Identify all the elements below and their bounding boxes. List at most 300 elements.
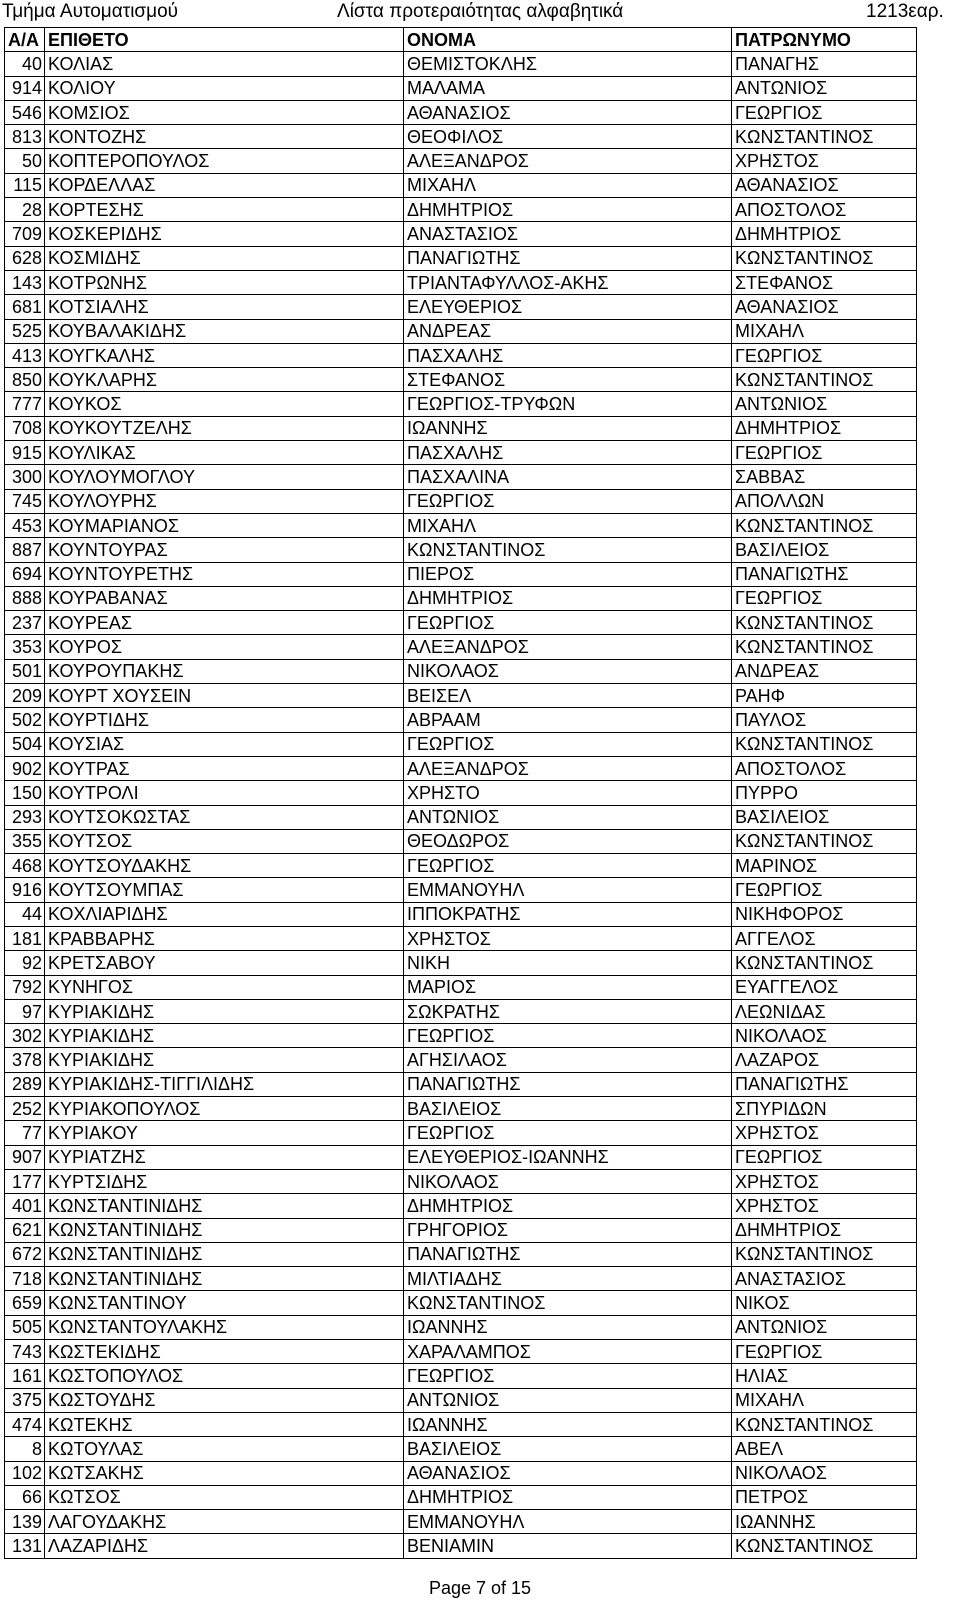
table-row: [5, 149, 917, 173]
cell-name: ΝΙΚΟΛΑΟΣ: [404, 659, 732, 683]
cell-aa: 181: [5, 926, 45, 950]
cell-aa: 709: [5, 222, 45, 246]
cell-aa: 237: [5, 611, 45, 635]
cell-aa: 92: [5, 951, 45, 975]
cell-aa: 915: [5, 441, 45, 465]
table-row: [5, 1218, 917, 1242]
cell-father-name: ΑΝΤΩΝΙΟΣ: [732, 76, 917, 100]
cell-name: ΓΕΩΡΓΙΟΣ: [404, 489, 732, 513]
table-row: [5, 76, 917, 100]
cell-surname: ΚΟΡΔΕΛΛΑΣ: [45, 173, 404, 197]
cell-father-name: ΑΒΕΛ: [732, 1437, 917, 1461]
cell-name: ΔΗΜΗΤΡΙΟΣ: [404, 1485, 732, 1509]
cell-name: ΑΝΑΣΤΑΣΙΟΣ: [404, 222, 732, 246]
cell-name: ΑΛΕΞΑΝΔΡΟΣ: [404, 149, 732, 173]
cell-surname: ΚΟΤΣΙΑΛΗΣ: [45, 295, 404, 319]
table-row: [5, 611, 917, 635]
cell-surname: ΚΩΝΣΤΑΝΤΙΝΙΔΗΣ: [45, 1242, 404, 1266]
table-row: [5, 392, 917, 416]
cell-name: ΚΩΝΣΤΑΝΤΙΝΟΣ: [404, 538, 732, 562]
cell-aa: 718: [5, 1267, 45, 1291]
cell-surname: ΚΥΡΙΑΚΟΥ: [45, 1121, 404, 1145]
cell-aa: 97: [5, 999, 45, 1023]
cell-father-name: ΚΩΝΣΤΑΝΤΙΝΟΣ: [732, 246, 917, 270]
cell-name: ΓΕΩΡΓΙΟΣ: [404, 1364, 732, 1388]
cell-aa: 139: [5, 1510, 45, 1534]
table-row: [5, 465, 917, 489]
cell-name: ΑΝΤΩΝΙΟΣ: [404, 1388, 732, 1412]
cell-father-name: ΒΑΣΙΛΕΙΟΣ: [732, 538, 917, 562]
cell-surname: ΚΟΥΚΟΥΤΖΕΛΗΣ: [45, 416, 404, 440]
table-body: [5, 52, 917, 1558]
table-row: [5, 999, 917, 1023]
table-row: [5, 1194, 917, 1218]
cell-father-name: ΛΑΖΑΡΟΣ: [732, 1048, 917, 1072]
cell-name: ΓΕΩΡΓΙΟΣ: [404, 1024, 732, 1048]
cell-father-name: ΣΠΥΡΙΔΩΝ: [732, 1097, 917, 1121]
cell-name: ΠΑΣΧΑΛΙΝΑ: [404, 465, 732, 489]
cell-father-name: ΠΕΤΡΟΣ: [732, 1485, 917, 1509]
cell-aa: 413: [5, 343, 45, 367]
cell-father-name: ΓΕΩΡΓΙΟΣ: [732, 586, 917, 610]
cell-father-name: ΑΝΔΡΕΑΣ: [732, 659, 917, 683]
cell-surname: ΚΟΥΚΟΣ: [45, 392, 404, 416]
cell-father-name: ΔΗΜΗΤΡΙΟΣ: [732, 222, 917, 246]
cell-surname: ΚΟΥΤΡΑΣ: [45, 756, 404, 780]
table-row: [5, 1485, 917, 1509]
cell-name: ΕΛΕΥΘΕΡΙΟΣ-ΙΩΑΝΝΗΣ: [404, 1145, 732, 1169]
cell-father-name: ΚΩΝΣΤΑΝΤΙΝΟΣ: [732, 1242, 917, 1266]
cell-surname: ΚΟΥΛΟΥΡΗΣ: [45, 489, 404, 513]
cell-aa: 378: [5, 1048, 45, 1072]
cell-aa: 150: [5, 781, 45, 805]
cell-aa: 907: [5, 1145, 45, 1169]
cell-surname: ΚΟΣΚΕΡΙΔΗΣ: [45, 222, 404, 246]
cell-name: ΘΕΟΔΩΡΟΣ: [404, 829, 732, 853]
cell-father-name: ΓΕΩΡΓΙΟΣ: [732, 441, 917, 465]
cell-aa: 375: [5, 1388, 45, 1412]
cell-father-name: ΝΙΚΟΛΑΟΣ: [732, 1024, 917, 1048]
cell-aa: 501: [5, 659, 45, 683]
cell-surname: ΚΟΥΒΑΛΑΚΙΔΗΣ: [45, 319, 404, 343]
cell-father-name: ΒΑΣΙΛΕΙΟΣ: [732, 805, 917, 829]
table-row: [5, 1461, 917, 1485]
cell-name: ΓΡΗΓΟΡΙΟΣ: [404, 1218, 732, 1242]
cell-surname: ΚΟΠΤΕΡΟΠΟΥΛΟΣ: [45, 149, 404, 173]
cell-surname: ΚΟΥΓΚΑΛΗΣ: [45, 343, 404, 367]
cell-surname: ΚΥΡΙΑΚΙΔΗΣ-ΤΙΓΓΙΛΙΔΗΣ: [45, 1072, 404, 1096]
cell-surname: ΚΟΥΡΤ ΧΟΥΣΕΙΝ: [45, 684, 404, 708]
cell-aa: 302: [5, 1024, 45, 1048]
page-number: Page 7 of 15: [428, 1578, 532, 1598]
cell-aa: 289: [5, 1072, 45, 1096]
cell-name: ΔΗΜΗΤΡΙΟΣ: [404, 198, 732, 222]
cell-father-name: ΔΗΜΗΤΡΙΟΣ: [732, 416, 917, 440]
table-row: [5, 635, 917, 659]
table-row: [5, 1121, 917, 1145]
cell-father-name: ΠΥΡΡΟ: [732, 781, 917, 805]
cell-surname: ΚΟΥΛΙΚΑΣ: [45, 441, 404, 465]
cell-father-name: ΑΘΑΝΑΣΙΟΣ: [732, 295, 917, 319]
cell-aa: 672: [5, 1242, 45, 1266]
cell-surname: ΛΑΖΑΡΙΔΗΣ: [45, 1534, 404, 1558]
page-footer: [0, 1577, 960, 1599]
cell-name: ΕΜΜΑΝΟΥΗΛ: [404, 878, 732, 902]
cell-aa: 628: [5, 246, 45, 270]
cell-surname: ΚΥΡΙΑΚΟΠΟΥΛΟΣ: [45, 1097, 404, 1121]
cell-father-name: ΠΑΝΑΓΗΣ: [732, 52, 917, 76]
cell-surname: ΚΟΥΝΤΟΥΡΕΤΗΣ: [45, 562, 404, 586]
cell-aa: 504: [5, 732, 45, 756]
cell-father-name: ΚΩΝΣΤΑΝΤΙΝΟΣ: [732, 513, 917, 537]
table-row: [5, 926, 917, 950]
cell-aa: 777: [5, 392, 45, 416]
cell-father-name: ΚΩΝΣΤΑΝΤΙΝΟΣ: [732, 125, 917, 149]
table-row: [5, 222, 917, 246]
cell-name: ΓΕΩΡΓΙΟΣ: [404, 1121, 732, 1145]
cell-name: ΧΑΡΑΛΑΜΠΟΣ: [404, 1340, 732, 1364]
cell-surname: ΚΩΤΕΚΗΣ: [45, 1412, 404, 1436]
cell-surname: ΚΡΕΤΣΑΒΟΥ: [45, 951, 404, 975]
cell-name: ΔΗΜΗΤΡΙΟΣ: [404, 586, 732, 610]
cell-surname: ΚΡΑΒΒΑΡΗΣ: [45, 926, 404, 950]
cell-father-name: ΕΥΑΓΓΕΛΟΣ: [732, 975, 917, 999]
cell-surname: ΚΥΝΗΓΟΣ: [45, 975, 404, 999]
cell-father-name: ΝΙΚΗΦΟΡΟΣ: [732, 902, 917, 926]
table-row: [5, 416, 917, 440]
cell-surname: ΚΟΥΛΟΥΜΟΓΛΟΥ: [45, 465, 404, 489]
table-row: [5, 295, 917, 319]
table-row: [5, 1097, 917, 1121]
cell-father-name: ΜΙΧΑΗΛ: [732, 1388, 917, 1412]
column-header-name: ΟΝΟΜΑ: [404, 28, 732, 52]
cell-name: ΒΕΝΙΑΜΙΝ: [404, 1534, 732, 1558]
table-row: [5, 975, 917, 999]
cell-surname: ΚΩΤΟΥΛΑΣ: [45, 1437, 404, 1461]
cell-surname: ΚΩΝΣΤΑΝΤΟΥΛΑΚΗΣ: [45, 1315, 404, 1339]
cell-name: ΚΩΝΣΤΑΝΤΙΝΟΣ: [404, 1291, 732, 1315]
cell-surname: ΚΩΝΣΤΑΝΤΙΝΟΥ: [45, 1291, 404, 1315]
cell-surname: ΚΟΥΤΣΟΥΔΑΚΗΣ: [45, 854, 404, 878]
table-row: [5, 708, 917, 732]
cell-father-name: ΚΩΝΣΤΑΝΤΙΝΟΣ: [732, 732, 917, 756]
cell-father-name: ΚΩΝΣΤΑΝΤΙΝΟΣ: [732, 635, 917, 659]
cell-aa: 293: [5, 805, 45, 829]
cell-name: ΜΑΡΙΟΣ: [404, 975, 732, 999]
cell-aa: 916: [5, 878, 45, 902]
cell-surname: ΛΑΓΟΥΔΑΚΗΣ: [45, 1510, 404, 1534]
cell-aa: 792: [5, 975, 45, 999]
cell-surname: ΚΟΧΛΙΑΡΙΔΗΣ: [45, 902, 404, 926]
cell-father-name: ΚΩΝΣΤΑΝΤΙΝΟΣ: [732, 368, 917, 392]
cell-name: ΠΑΝΑΓΙΩΤΗΣ: [404, 246, 732, 270]
cell-aa: 888: [5, 586, 45, 610]
cell-name: ΠΑΝΑΓΙΩΤΗΣ: [404, 1072, 732, 1096]
cell-name: ΕΛΕΥΘΕΡΙΟΣ: [404, 295, 732, 319]
cell-father-name: ΓΕΩΡΓΙΟΣ: [732, 100, 917, 124]
cell-aa: 453: [5, 513, 45, 537]
cell-name: ΑΓΗΣΙΛΑΟΣ: [404, 1048, 732, 1072]
cell-surname: ΚΟΥΡΟΣ: [45, 635, 404, 659]
cell-name: ΑΘΑΝΑΣΙΟΣ: [404, 100, 732, 124]
cell-surname: ΚΟΥΡΕΑΣ: [45, 611, 404, 635]
table-row: [5, 52, 917, 76]
cell-aa: 353: [5, 635, 45, 659]
cell-name: ΑΛΕΞΑΝΔΡΟΣ: [404, 635, 732, 659]
cell-aa: 44: [5, 902, 45, 926]
cell-aa: 161: [5, 1364, 45, 1388]
cell-aa: 143: [5, 270, 45, 294]
page-header: [0, 0, 960, 24]
cell-father-name: ΚΩΝΣΤΑΝΤΙΝΟΣ: [732, 951, 917, 975]
cell-surname: ΚΩΣΤΕΚΙΔΗΣ: [45, 1340, 404, 1364]
cell-aa: 50: [5, 149, 45, 173]
column-header-aa: Α/Α: [5, 28, 45, 52]
cell-aa: 8: [5, 1437, 45, 1461]
cell-surname: ΚΟΥΤΣΟΥΜΠΑΣ: [45, 878, 404, 902]
cell-name: ΜΑΛΑΜΑ: [404, 76, 732, 100]
cell-father-name: ΧΡΗΣΤΟΣ: [732, 1121, 917, 1145]
cell-surname: ΚΟΥΚΛΑΡΗΣ: [45, 368, 404, 392]
cell-aa: 40: [5, 52, 45, 76]
table-row: [5, 562, 917, 586]
cell-aa: 355: [5, 829, 45, 853]
cell-aa: 505: [5, 1315, 45, 1339]
column-header-father-name: ΠΑΤΡΩΝΥΜΟ: [732, 28, 917, 52]
cell-aa: 77: [5, 1121, 45, 1145]
cell-surname: ΚΟΛΙΑΣ: [45, 52, 404, 76]
table-row: [5, 198, 917, 222]
cell-name: ΧΡΗΣΤΟ: [404, 781, 732, 805]
cell-father-name: ΑΘΑΝΑΣΙΟΣ: [732, 173, 917, 197]
cell-aa: 131: [5, 1534, 45, 1558]
cell-father-name: ΑΝΑΣΤΑΣΙΟΣ: [732, 1267, 917, 1291]
table-row: [5, 319, 917, 343]
table-row: [5, 1437, 917, 1461]
cell-name: ΓΕΩΡΓΙΟΣ: [404, 611, 732, 635]
cell-name: ΙΩΑΝΝΗΣ: [404, 416, 732, 440]
cell-aa: 209: [5, 684, 45, 708]
cell-aa: 474: [5, 1412, 45, 1436]
cell-father-name: ΑΝΤΩΝΙΟΣ: [732, 1315, 917, 1339]
column-header-surname: ΕΠΙΘΕΤΟ: [45, 28, 404, 52]
cell-surname: ΚΟΥΤΡΟΛΙ: [45, 781, 404, 805]
cell-father-name: ΚΩΝΣΤΑΝΤΙΝΟΣ: [732, 1534, 917, 1558]
cell-name: ΑΝΤΩΝΙΟΣ: [404, 805, 732, 829]
cell-name: ΓΕΩΡΓΙΟΣ: [404, 854, 732, 878]
cell-father-name: ΓΕΩΡΓΙΟΣ: [732, 343, 917, 367]
cell-aa: 708: [5, 416, 45, 440]
cell-father-name: ΑΠΟΛΛΩΝ: [732, 489, 917, 513]
cell-surname: ΚΟΡΤΕΣΗΣ: [45, 198, 404, 222]
cell-father-name: ΜΑΡΙΝΟΣ: [732, 854, 917, 878]
cell-father-name: ΑΠΟΣΤΟΛΟΣ: [732, 756, 917, 780]
cell-aa: 502: [5, 708, 45, 732]
cell-father-name: ΑΓΓΕΛΟΣ: [732, 926, 917, 950]
table-row: [5, 659, 917, 683]
cell-aa: 177: [5, 1169, 45, 1193]
list-title: Λίστα προτεραιότητας αλφαβητικά: [337, 1, 624, 22]
table-row: [5, 829, 917, 853]
cell-surname: ΚΟΤΡΩΝΗΣ: [45, 270, 404, 294]
cell-aa: 28: [5, 198, 45, 222]
cell-father-name: ΝΙΚΟΣ: [732, 1291, 917, 1315]
table-row: [5, 343, 917, 367]
cell-aa: 115: [5, 173, 45, 197]
cell-surname: ΚΥΡΙΑΚΙΔΗΣ: [45, 1024, 404, 1048]
cell-aa: 743: [5, 1340, 45, 1364]
cell-aa: 66: [5, 1485, 45, 1509]
table-row: [5, 173, 917, 197]
table-row: [5, 732, 917, 756]
cell-surname: ΚΥΡΙΑΚΙΔΗΣ: [45, 1048, 404, 1072]
cell-name: ΒΑΣΙΛΕΙΟΣ: [404, 1097, 732, 1121]
cell-father-name: ΧΡΗΣΤΟΣ: [732, 1169, 917, 1193]
cell-aa: 902: [5, 756, 45, 780]
cell-surname: ΚΟΜΣΙΟΣ: [45, 100, 404, 124]
table-row: [5, 368, 917, 392]
table-row: [5, 1291, 917, 1315]
cell-father-name: ΧΡΗΣΤΟΣ: [732, 1194, 917, 1218]
table-row: [5, 1412, 917, 1436]
cell-name: ΜΙΧΑΗΛ: [404, 513, 732, 537]
cell-name: ΒΑΣΙΛΕΙΟΣ: [404, 1437, 732, 1461]
cell-surname: ΚΩΝΣΤΑΝΤΙΝΙΔΗΣ: [45, 1218, 404, 1242]
cell-surname: ΚΩΣΤΟΠΟΥΛΟΣ: [45, 1364, 404, 1388]
cell-surname: ΚΩΣΤΟΥΔΗΣ: [45, 1388, 404, 1412]
cell-aa: 681: [5, 295, 45, 319]
cell-name: ΓΕΩΡΓΙΟΣ-ΤΡΥΦΩΝ: [404, 392, 732, 416]
list-code: 1213εαρ.: [866, 1, 944, 22]
cell-father-name: ΧΡΗΣΤΟΣ: [732, 149, 917, 173]
table-row: [5, 1242, 917, 1266]
table-row: [5, 902, 917, 926]
table-row: [5, 1534, 917, 1558]
cell-father-name: ΑΠΟΣΤΟΛΟΣ: [732, 198, 917, 222]
table-row: [5, 246, 917, 270]
cell-surname: ΚΟΥΤΣΟΣ: [45, 829, 404, 853]
cell-father-name: ΚΩΝΣΤΑΝΤΙΝΟΣ: [732, 829, 917, 853]
cell-father-name: ΑΝΤΩΝΙΟΣ: [732, 392, 917, 416]
cell-father-name: ΔΗΜΗΤΡΙΟΣ: [732, 1218, 917, 1242]
table-row: [5, 878, 917, 902]
cell-name: ΙΠΠΟΚΡΑΤΗΣ: [404, 902, 732, 926]
cell-father-name: ΜΙΧΑΗΛ: [732, 319, 917, 343]
cell-father-name: ΠΑΝΑΓΙΩΤΗΣ: [732, 1072, 917, 1096]
table-row: [5, 1169, 917, 1193]
table-row: [5, 1267, 917, 1291]
cell-aa: 745: [5, 489, 45, 513]
cell-surname: ΚΟΥΡΟΥΠΑΚΗΣ: [45, 659, 404, 683]
cell-name: ΠΑΣΧΑΛΗΣ: [404, 343, 732, 367]
cell-aa: 813: [5, 125, 45, 149]
cell-name: ΠΑΣΧΑΛΗΣ: [404, 441, 732, 465]
cell-aa: 659: [5, 1291, 45, 1315]
cell-surname: ΚΥΡΤΣΙΔΗΣ: [45, 1169, 404, 1193]
table-row: [5, 1364, 917, 1388]
cell-father-name: ΣΑΒΒΑΣ: [732, 465, 917, 489]
cell-surname: ΚΩΤΣΑΚΗΣ: [45, 1461, 404, 1485]
cell-name: ΣΤΕΦΑΝΟΣ: [404, 368, 732, 392]
table-row: [5, 805, 917, 829]
table-row: [5, 684, 917, 708]
table-row: [5, 1340, 917, 1364]
cell-name: ΑΒΡΑΑΜ: [404, 708, 732, 732]
cell-name: ΘΕΟΦΙΛΟΣ: [404, 125, 732, 149]
table-row: [5, 756, 917, 780]
cell-father-name: ΓΕΩΡΓΙΟΣ: [732, 1145, 917, 1169]
cell-name: ΤΡΙΑΝΤΑΦΥΛΛΟΣ-ΑΚΗΣ: [404, 270, 732, 294]
cell-surname: ΚΩΤΣΟΣ: [45, 1485, 404, 1509]
cell-name: ΘΕΜΙΣΤΟΚΛΗΣ: [404, 52, 732, 76]
cell-aa: 694: [5, 562, 45, 586]
cell-father-name: ΚΩΝΣΤΑΝΤΙΝΟΣ: [732, 611, 917, 635]
department-name: Τμήμα Αυτοματισμού: [2, 1, 179, 22]
cell-surname: ΚΟΥΜΑΡΙΑΝΟΣ: [45, 513, 404, 537]
table-row: [5, 1145, 917, 1169]
cell-name: ΝΙΚΟΛΑΟΣ: [404, 1169, 732, 1193]
cell-father-name: ΛΕΩΝΙΔΑΣ: [732, 999, 917, 1023]
cell-name: ΠΑΝΑΓΙΩΤΗΣ: [404, 1242, 732, 1266]
cell-aa: 914: [5, 76, 45, 100]
table-row: [5, 1048, 917, 1072]
cell-name: ΓΕΩΡΓΙΟΣ: [404, 732, 732, 756]
cell-name: ΑΛΕΞΑΝΔΡΟΣ: [404, 756, 732, 780]
cell-aa: 546: [5, 100, 45, 124]
cell-surname: ΚΥΡΙΑΚΙΔΗΣ: [45, 999, 404, 1023]
table-row: [5, 100, 917, 124]
cell-father-name: ΚΩΝΣΤΑΝΤΙΝΟΣ: [732, 1412, 917, 1436]
cell-father-name: ΠΑΥΛΟΣ: [732, 708, 917, 732]
cell-father-name: ΡΑΗΦ: [732, 684, 917, 708]
table-row: [5, 125, 917, 149]
cell-surname: ΚΩΝΣΤΑΝΤΙΝΙΔΗΣ: [45, 1194, 404, 1218]
table-row: [5, 1315, 917, 1339]
cell-father-name: ΓΕΩΡΓΙΟΣ: [732, 1340, 917, 1364]
cell-surname: ΚΟΥΝΤΟΥΡΑΣ: [45, 538, 404, 562]
cell-name: ΑΝΔΡΕΑΣ: [404, 319, 732, 343]
cell-name: ΣΩΚΡΑΤΗΣ: [404, 999, 732, 1023]
cell-name: ΕΜΜΑΝΟΥΗΛ: [404, 1510, 732, 1534]
cell-surname: ΚΟΝΤΟΖΗΣ: [45, 125, 404, 149]
cell-aa: 401: [5, 1194, 45, 1218]
cell-surname: ΚΟΛΙΟΥ: [45, 76, 404, 100]
cell-name: ΑΘΑΝΑΣΙΟΣ: [404, 1461, 732, 1485]
cell-father-name: ΙΩΑΝΝΗΣ: [732, 1510, 917, 1534]
table-row: [5, 854, 917, 878]
cell-father-name: ΝΙΚΟΛΑΟΣ: [732, 1461, 917, 1485]
cell-aa: 468: [5, 854, 45, 878]
table-header-row: [5, 28, 917, 52]
table-row: [5, 513, 917, 537]
cell-surname: ΚΟΥΡΤΙΔΗΣ: [45, 708, 404, 732]
cell-aa: 850: [5, 368, 45, 392]
cell-aa: 300: [5, 465, 45, 489]
cell-name: ΔΗΜΗΤΡΙΟΣ: [404, 1194, 732, 1218]
table-row: [5, 586, 917, 610]
cell-aa: 621: [5, 1218, 45, 1242]
cell-surname: ΚΟΥΡΑΒΑΝΑΣ: [45, 586, 404, 610]
table-row: [5, 489, 917, 513]
cell-surname: ΚΟΣΜΙΔΗΣ: [45, 246, 404, 270]
cell-father-name: ΣΤΕΦΑΝΟΣ: [732, 270, 917, 294]
cell-father-name: ΓΕΩΡΓΙΟΣ: [732, 878, 917, 902]
priority-list-table: [4, 27, 917, 1559]
cell-name: ΧΡΗΣΤΟΣ: [404, 926, 732, 950]
cell-aa: 887: [5, 538, 45, 562]
cell-surname: ΚΟΥΣΙΑΣ: [45, 732, 404, 756]
cell-father-name: ΠΑΝΑΓΙΩΤΗΣ: [732, 562, 917, 586]
